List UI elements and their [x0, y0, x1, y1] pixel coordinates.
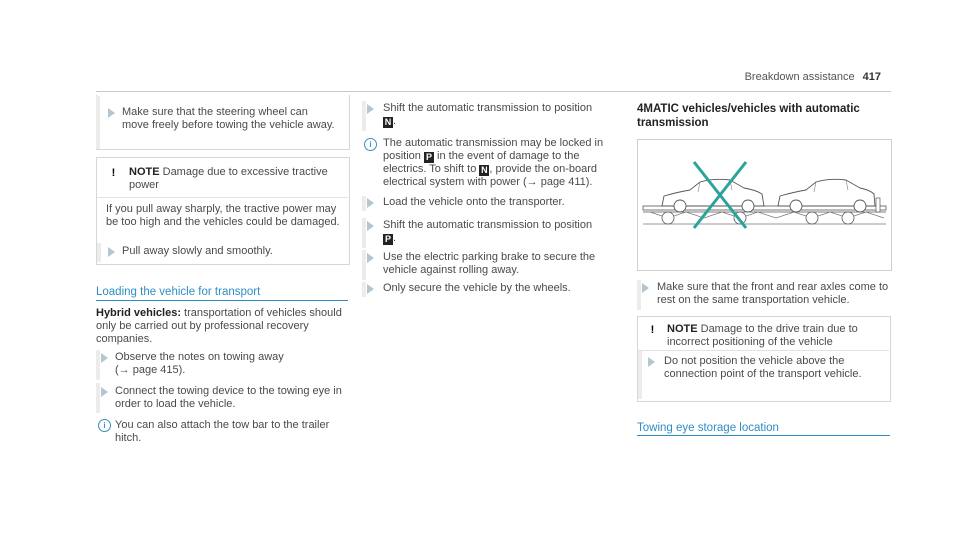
step-arrow-icon — [367, 253, 374, 263]
step-shift-n: Shift the automatic transmission to position N . — [383, 102, 593, 127]
box-strip — [638, 351, 642, 399]
transport-illustration — [637, 139, 892, 271]
info-icon: i — [364, 138, 377, 151]
section-rule — [96, 300, 348, 301]
box-strip — [362, 282, 366, 297]
note-title-text: Damage due to excessive tractive power — [129, 166, 328, 191]
warning-icon: ! — [111, 167, 116, 179]
info-tow-bar: You can also attach the tow bar to the trailer hitch. — [115, 419, 330, 444]
step-secure-wheels: Only secure the vehicle by the wheels. — [383, 282, 571, 294]
step-arrow-icon — [101, 387, 108, 397]
hybrid-lead: Hybrid vehicles: — [96, 307, 181, 319]
step-arrow-icon — [101, 353, 108, 363]
step-load-vehicle: Load the vehicle onto the transporter. — [383, 196, 565, 208]
hybrid-vehicles-paragraph — [96, 307, 348, 346]
note-tractive-power-body: If you pull away sharply, the tractive power may be too high and the vehicles could be damaged. — [106, 203, 340, 228]
box-strip — [637, 280, 641, 310]
warning-icon: ! — [650, 324, 655, 336]
step-arrow-icon — [108, 108, 115, 118]
info-transmission-locked — [383, 137, 618, 189]
step-parking-brake: Use the electric parking brake to secure the vehicle against rolling away. — [383, 251, 596, 276]
box-strip — [362, 196, 366, 211]
section-loading-vehicle: Loading the vehicle for transport — [96, 286, 261, 298]
gear-p-icon: P — [384, 234, 391, 244]
step-arrow-icon — [648, 357, 655, 367]
note-divider — [97, 197, 348, 198]
step-arrow-icon — [367, 198, 374, 208]
step-observe-text: Observe the notes on towing away — [115, 351, 284, 363]
heading-4matic: 4MATIC vehicles/vehicles with automatic transmission — [637, 103, 860, 129]
transporter-diagram — [638, 140, 891, 270]
note-tractive-power-title — [129, 166, 339, 192]
header-section-title: Breakdown assistance — [744, 71, 855, 83]
note-label: NOTE — [129, 166, 160, 178]
info-c: , provide the on-board electrical system with power (→ page 411). — [383, 163, 598, 188]
step-shift-p: Shift the automatic transmission to position P . — [383, 219, 593, 244]
step-arrow-icon — [367, 284, 374, 294]
step-shift-p-text: Shift the automatic transmission to position — [383, 219, 593, 231]
header-rule — [96, 91, 891, 92]
info-b: in the event of damage to the electrics. To shift to — [383, 150, 580, 175]
info-icon: i — [98, 419, 111, 432]
note-label: NOTE — [667, 323, 698, 335]
box-strip — [97, 243, 101, 262]
box-strip — [362, 101, 366, 131]
step-steering-wheel: Make sure that the steering wheel can move freely before towing the vehicle away. — [122, 106, 335, 131]
box-strip — [96, 96, 100, 149]
page-number: 417 — [862, 71, 881, 83]
step-connect-towing: Connect the towing device to the towing eye in order to load the vehicle. — [115, 385, 342, 410]
box-strip — [96, 350, 100, 380]
gear-n-icon: N — [481, 165, 488, 175]
info-a: The automatic transmission may be locked in position — [383, 137, 604, 162]
gear-n-icon: N — [384, 117, 392, 127]
note-title-text: Damage to the drive train due to incorrect positioning of the vehicle — [667, 323, 858, 348]
step-arrow-icon — [367, 104, 374, 114]
box-strip — [362, 218, 366, 248]
page-link-415[interactable]: (→ page 415). — [115, 364, 186, 376]
note-divider — [638, 350, 889, 351]
step-arrow-icon — [367, 221, 374, 231]
step-arrow-icon — [108, 247, 115, 257]
box-strip — [96, 383, 100, 413]
section-rule — [637, 435, 890, 436]
page-header — [745, 71, 881, 83]
step-observe-notes — [115, 351, 345, 377]
step-shift-n-text: Shift the automatic transmission to position — [383, 102, 593, 114]
section-towing-eye: Towing eye storage location — [637, 422, 779, 434]
step-pull-away: Pull away slowly and smoothly. — [122, 245, 273, 257]
step-arrow-icon — [642, 283, 649, 293]
hybrid-text: transportation of vehicles should only be carried out by professional recovery companies. — [96, 307, 342, 345]
box-strip — [362, 250, 366, 280]
step-axles-same-vehicle: Make sure that the front and rear axles come to rest on the same transportation vehicle. — [657, 281, 889, 306]
note-drive-train-title — [667, 323, 882, 349]
step-connection-point: Do not position the vehicle above the connection point of the transport vehicle. — [664, 355, 862, 380]
gear-p-icon: P — [425, 152, 432, 162]
